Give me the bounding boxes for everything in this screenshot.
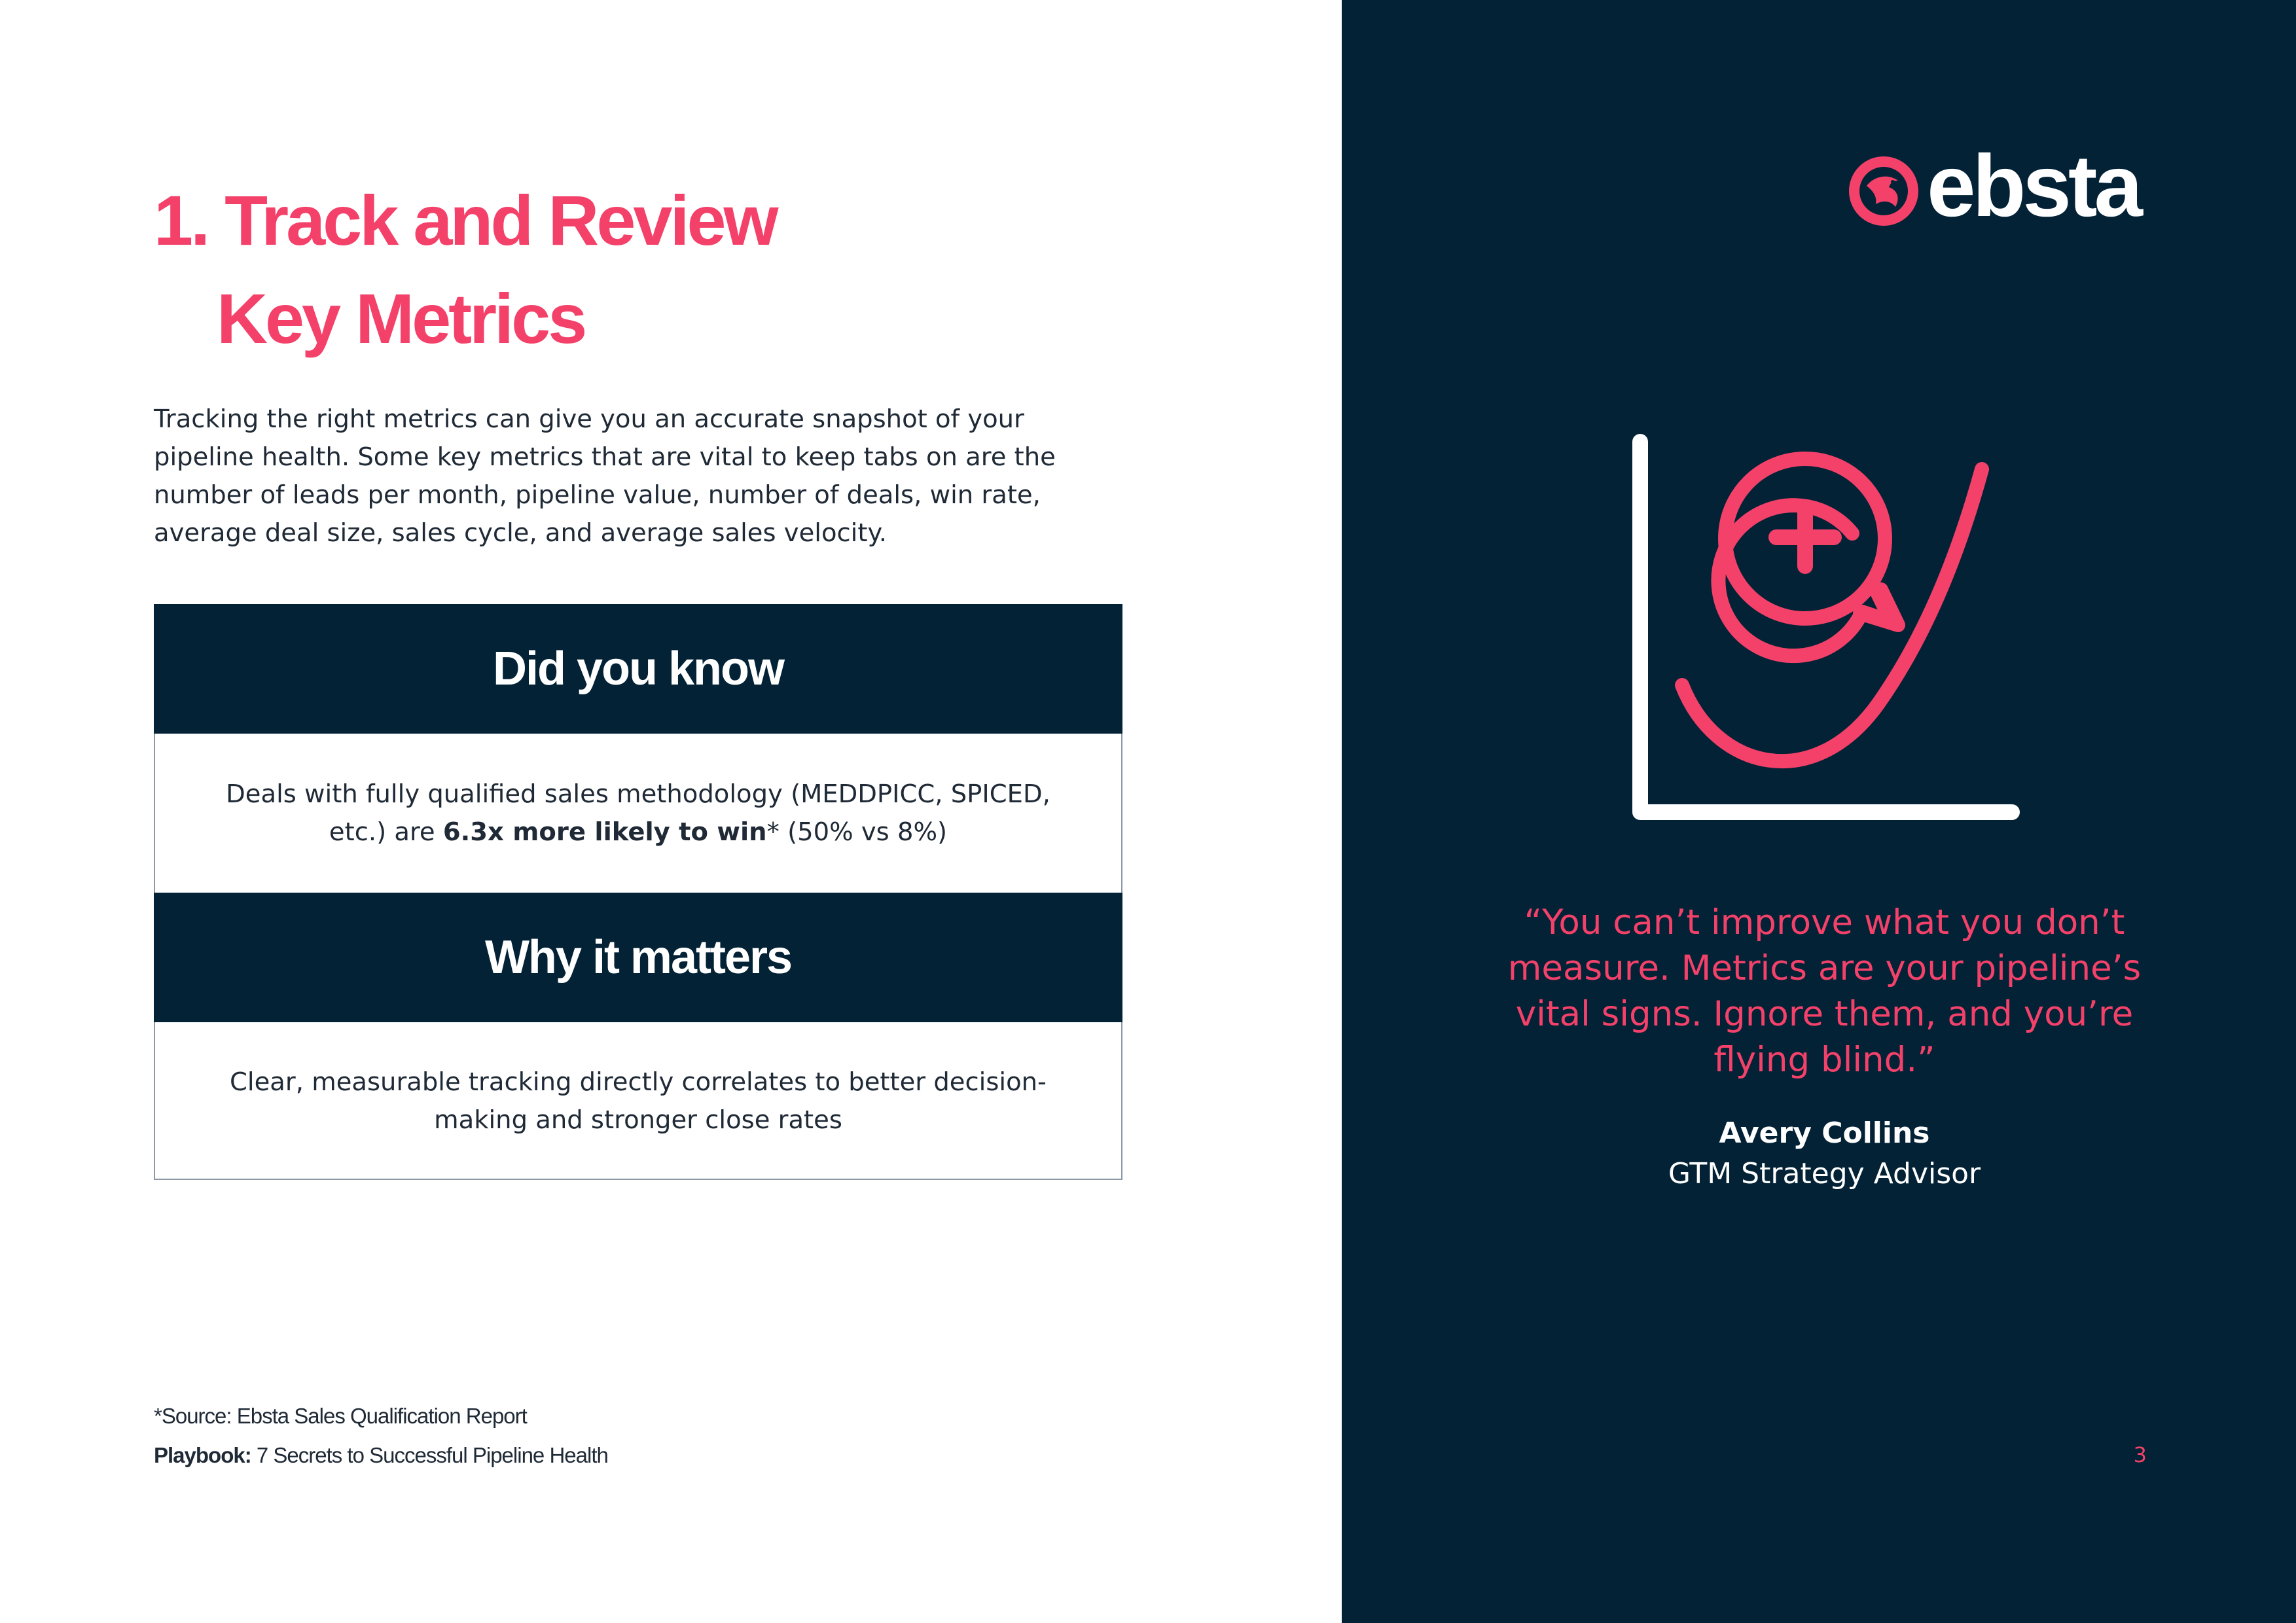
page-title-line-1: 1. Track and Review [154, 181, 776, 260]
info-box [154, 604, 1122, 1180]
did-you-know-text [213, 776, 1064, 851]
did-you-know-text-start: Deals with fully qualified sales methodology (MEDDPICC, SPICED, etc.) are [226, 779, 1050, 847]
why-it-matters-text: Clear, measurable tracking directly correlates to better decision-making and stronger close rates [230, 1067, 1047, 1135]
did-you-know-highlight: 6.3x more likely to win [442, 817, 767, 847]
ebsta-logo [1847, 137, 2145, 235]
why-it-matters-heading: Why it matters [154, 893, 1122, 1022]
page-title [154, 171, 776, 368]
playbook-label: Playbook: [154, 1443, 251, 1467]
did-you-know-body [155, 734, 1121, 893]
why-it-matters-body [155, 1022, 1121, 1180]
ebsta-bird-icon [1847, 154, 1920, 228]
brand-name: ebsta [1927, 137, 2140, 235]
source-note: *Source: Ebsta Sales Qualification Report [154, 1404, 527, 1428]
page-number: 3 [2133, 1442, 2147, 1467]
did-you-know-text-end: * (50% vs 8%) [766, 817, 948, 847]
testimonial-role: GTM Strategy Advisor [1668, 1157, 1981, 1190]
chart-with-plus-bubble-icon [1617, 429, 2029, 834]
testimonial-author: Avery Collins [1719, 1116, 1930, 1150]
did-you-know-heading: Did you know [154, 604, 1122, 734]
page-title-line-2: Key Metrics [217, 279, 585, 358]
testimonial-quote: “You can’t improve what you don’t measure. Metrics are your pipeline’s vital signs. Ignore them, and you’re flying blind.” [1507, 902, 2142, 1080]
intro-paragraph: Tracking the right metrics can give you an accurate snapshot of your pipeline health. Some key metrics that are vital to keep tabs on are the number of leads per month, pipeline value, number of deals, win rate, average deal size, sales cycle, and average sales velocity. [154, 404, 1056, 548]
playbook-credit [154, 1443, 608, 1468]
playbook-title: 7 Secrets to Successful Pipeline Health [251, 1443, 608, 1467]
